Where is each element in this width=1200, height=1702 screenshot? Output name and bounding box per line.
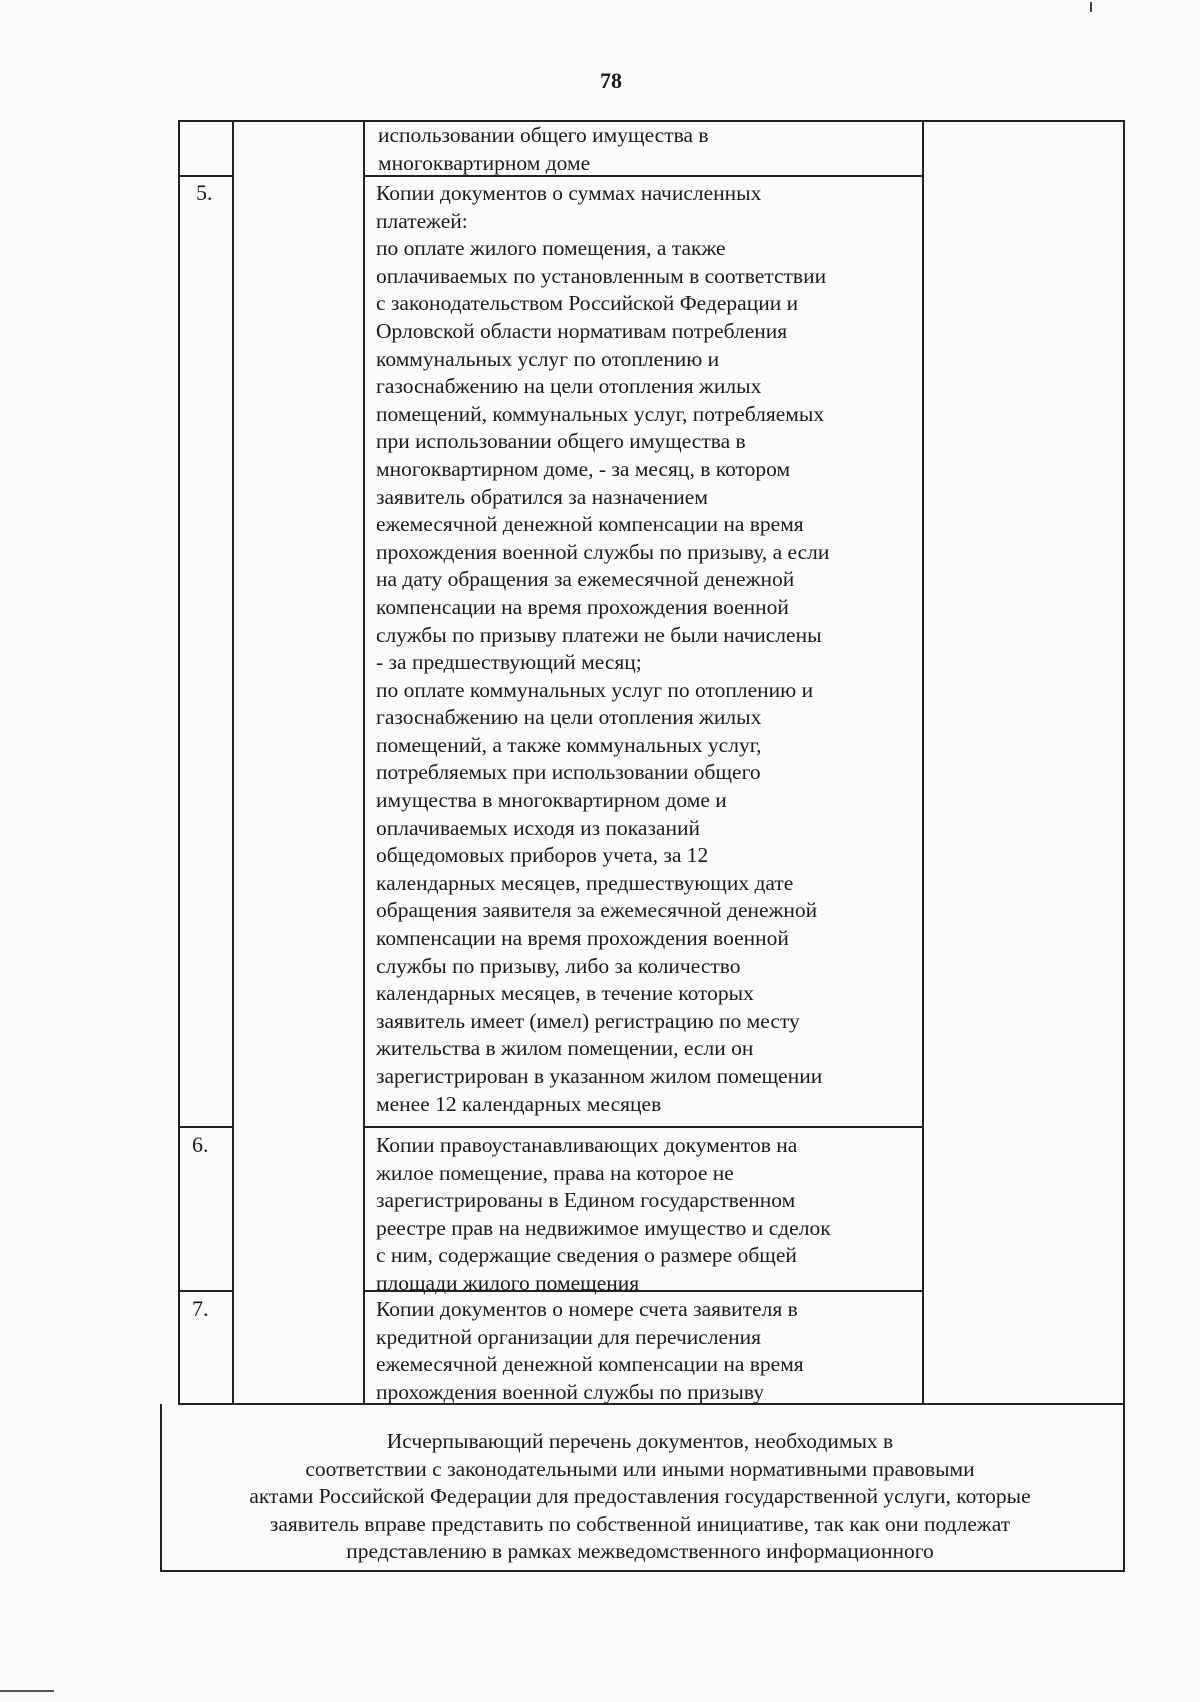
text-line: зарегистрированы в Едином государственном — [376, 1188, 796, 1213]
text-line: помещений, а также коммунальных услуг, — [376, 732, 762, 757]
text-line: компенсации на время прохождения военной — [376, 926, 789, 951]
text-line: службы по призыву платежи не были начислены — [376, 622, 822, 647]
summary-line: заявитель вправе представить по собственной инициативе, так как они подлежат — [269, 1511, 1011, 1536]
row-7-text — [376, 1296, 910, 1406]
text-line: жилое помещение, права на которое не — [376, 1160, 734, 1185]
text-line: календарных месяцев, предшествующих дате — [376, 870, 794, 895]
text-line: многоквартирном доме, - за месяц, в котором — [376, 456, 791, 481]
scan-corner-mark — [0, 1690, 54, 1692]
text-line: использовании общего имущества в — [378, 123, 709, 147]
scan-mark — [1090, 2, 1092, 12]
text-line: обращения заявителя за ежемесячной денежной — [376, 898, 818, 923]
table-left-border — [178, 120, 180, 1405]
text-line: оплачиваемых исходя из показаний — [376, 815, 700, 840]
text-line: Копии документов о номере счета заявителя в — [376, 1297, 798, 1321]
text-line: с ним, содержащие сведения о размере общей — [376, 1243, 797, 1268]
text-line: менее 12 календарных месяцев — [376, 1091, 662, 1116]
text-line: Копии правоустанавливающих документов на — [376, 1133, 798, 1157]
text-line: помещений, коммунальных услуг, потребляемых — [376, 401, 825, 426]
summary-line: соответствии с законодательными или иными нормативными правовыми — [305, 1456, 975, 1481]
text-line: коммунальных услуг по отоплению и — [376, 346, 720, 371]
text-line: оплачиваемых по установленным в соответствии — [376, 263, 827, 288]
text-line: прохождения военной службы по призыву — [376, 1379, 764, 1404]
text-line: платежей: — [376, 208, 468, 233]
row-number-7: 7. — [192, 1296, 209, 1321]
text-line: по оплате коммунальных услуг по отоплению и — [376, 677, 814, 702]
row-number-5: 5. — [196, 180, 213, 205]
text-line: на дату обращения за ежемесячной денежной — [376, 567, 795, 592]
table-right-border — [1123, 120, 1125, 1405]
summary-heading — [160, 1428, 1120, 1566]
text-line: зарегистрирован в указанном жилом помещении — [376, 1064, 823, 1088]
text-line: многоквартирном доме — [378, 150, 591, 175]
row-divider-2 — [178, 1126, 232, 1128]
text-line: компенсации на время прохождения военной — [376, 594, 789, 619]
text-line: Копии документов о суммах начисленных — [376, 181, 762, 205]
text-line: общедомовых приборов учета, за 12 — [376, 843, 709, 868]
text-line: с законодательством Российской Федерации и — [376, 291, 799, 316]
text-line: имущества в многоквартирном доме и — [376, 788, 727, 813]
row-divider-3 — [178, 1290, 232, 1292]
documents-table — [178, 120, 1124, 1405]
text-line: жительства в жилом помещении, если он — [376, 1036, 754, 1061]
text-line: Орловской области нормативам потребления — [376, 318, 788, 343]
text-line: по оплате жилого помещения, а также — [376, 236, 726, 261]
column-divider-3 — [922, 120, 924, 1405]
row-5-text — [376, 180, 910, 1118]
text-line: газоснабжению на цели отопления жилых — [376, 705, 762, 730]
text-line: реестре прав на недвижимое имущество и сделок — [376, 1215, 831, 1240]
text-line: - за предшествующий месяц; — [376, 650, 642, 675]
text-line: заявитель имеет (имел) регистрацию по месту — [376, 1008, 800, 1033]
summary-line: представлению в рамках межведомственного информационного — [346, 1539, 934, 1563]
text-line: площади жилого помещения — [376, 1270, 640, 1295]
text-line: потребляемых при использовании общего — [376, 760, 761, 785]
summary-line: актами Российской Федерации для предоставления государственной услуги, которые — [249, 1484, 1031, 1508]
text-line: ежемесячной денежной компенсации на время — [376, 512, 804, 537]
row-divider-1 — [178, 175, 232, 177]
summary-right-border — [1123, 1404, 1125, 1572]
text-line: кредитной организации для перечисления — [376, 1324, 762, 1349]
text-line: службы по призыву, либо за количество — [376, 953, 741, 978]
row-6-text — [376, 1132, 910, 1298]
summary-bottom-border — [160, 1570, 1124, 1572]
text-line: газоснабжению на цели отопления жилых — [376, 374, 762, 399]
column-divider-1 — [232, 120, 234, 1405]
page-number: 78 — [600, 68, 622, 93]
column-divider-2 — [363, 120, 365, 1405]
summary-line: Исчерпывающий перечень документов, необходимых в — [386, 1429, 894, 1453]
row-number-6: 6. — [192, 1132, 209, 1157]
text-line: при использовании общего имущества в — [376, 429, 746, 454]
text-line: ежемесячной денежной компенсации на время — [376, 1352, 804, 1377]
row-divider-2-text — [364, 1126, 922, 1128]
text-line: календарных месяцев, в течение которых — [376, 981, 754, 1006]
text-line: заявитель обратился за назначением — [376, 484, 708, 509]
row-continuation-text — [378, 122, 910, 177]
text-line: прохождения военной службы по призыву, а если — [376, 539, 830, 564]
